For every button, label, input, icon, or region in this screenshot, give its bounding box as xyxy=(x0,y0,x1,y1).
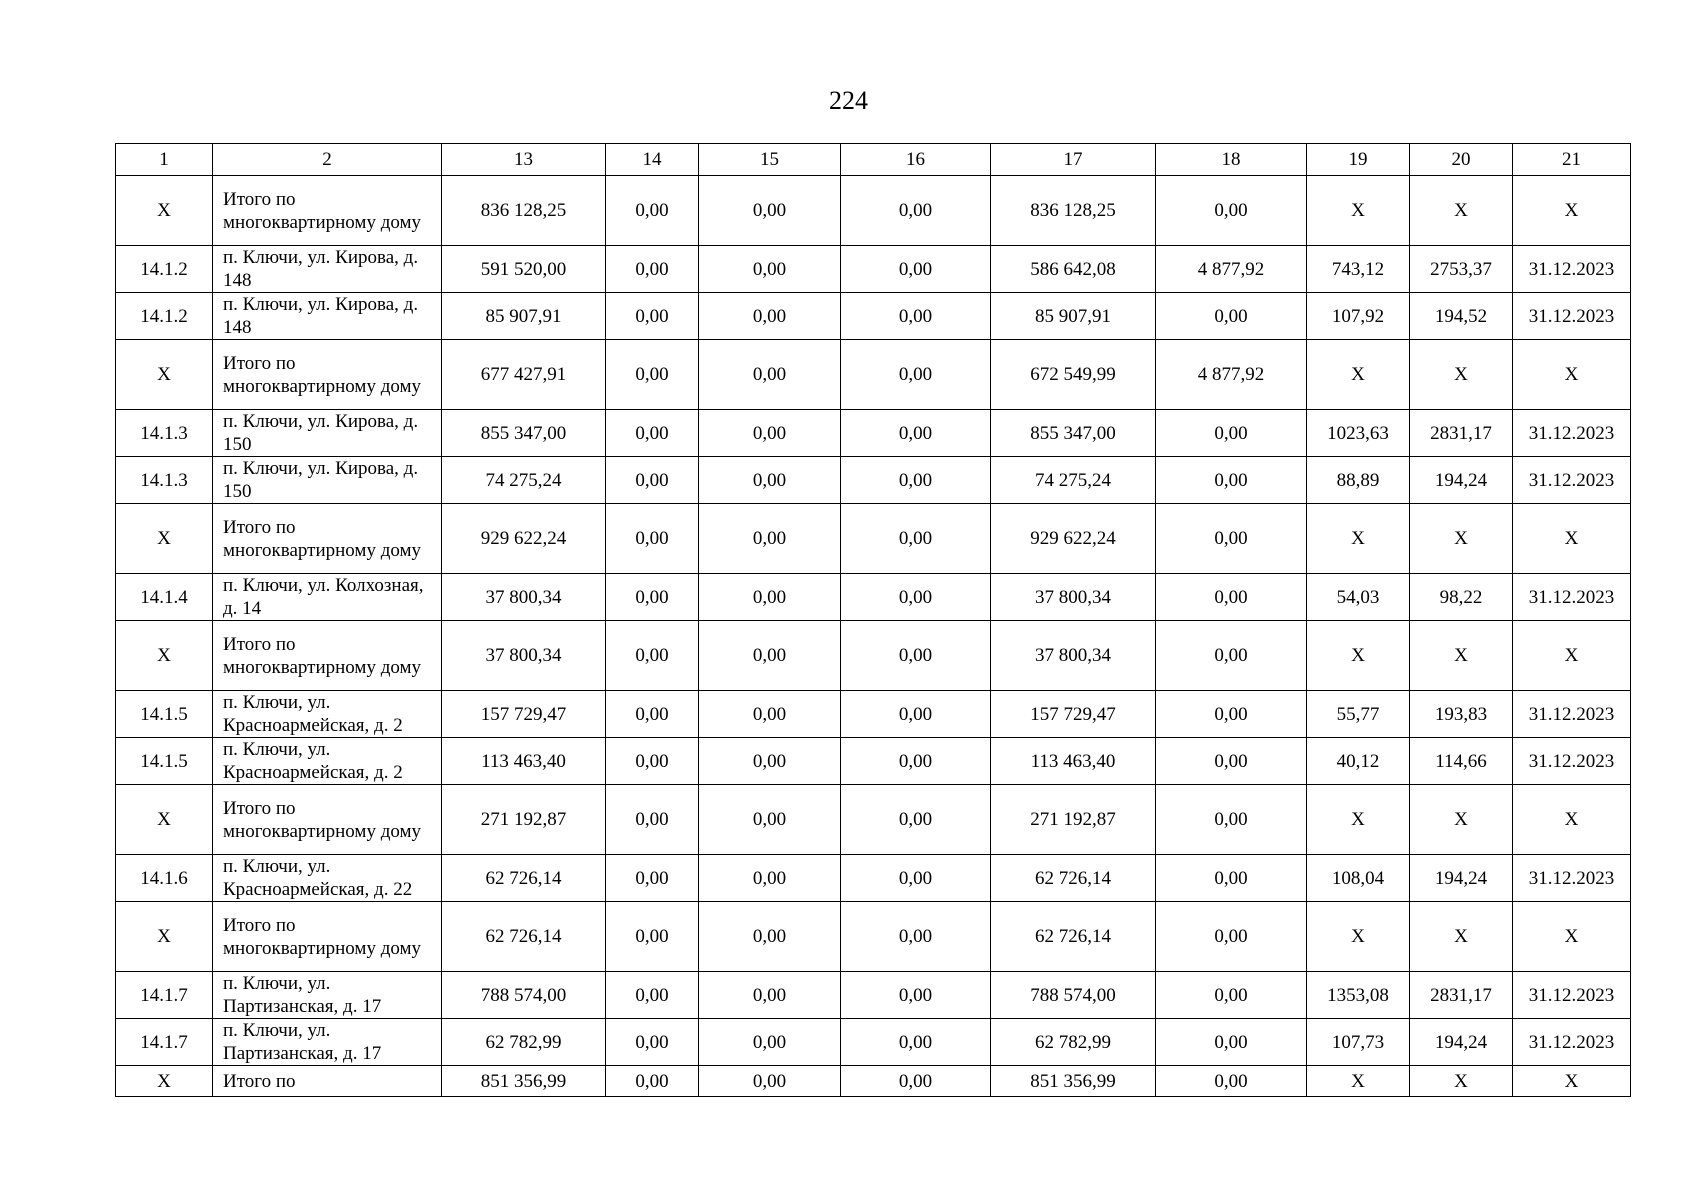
table-cell-col-19: 743,12 xyxy=(1307,246,1410,293)
table-row xyxy=(116,293,1631,340)
table-cell-col-13: 851 356,99 xyxy=(442,1066,606,1097)
column-header: 20 xyxy=(1410,144,1513,176)
table-cell-col-16: 0,00 xyxy=(841,738,991,785)
table-cell-col-2 xyxy=(213,574,442,621)
table-row xyxy=(116,504,1631,574)
table-cell-col-19: X xyxy=(1307,176,1410,246)
table-cell-col-2 xyxy=(213,621,442,691)
table-cell-col-18: 0,00 xyxy=(1156,504,1307,574)
table-row xyxy=(116,410,1631,457)
table-cell-col-20: 2831,17 xyxy=(1410,410,1513,457)
table-cell-col-16: 0,00 xyxy=(841,340,991,410)
table-cell-col-13: 37 800,34 xyxy=(442,621,606,691)
table-cell-col-2 xyxy=(213,785,442,855)
table-cell-col-15: 0,00 xyxy=(699,574,841,621)
table-row xyxy=(116,691,1631,738)
table-cell-col-20: X xyxy=(1410,504,1513,574)
table-cell-col-13: 37 800,34 xyxy=(442,574,606,621)
table-cell-col-14: 0,00 xyxy=(606,738,699,785)
table-cell-col-18: 0,00 xyxy=(1156,785,1307,855)
table-cell-col-18: 0,00 xyxy=(1156,855,1307,902)
table-cell-col-1: 14.1.6 xyxy=(116,855,213,902)
table-cell-col-1: 14.1.3 xyxy=(116,457,213,504)
address-text: Итого по многоквартирному дому xyxy=(223,633,422,678)
table-cell-col-21: 31.12.2023 xyxy=(1513,738,1631,785)
table-cell-col-15: 0,00 xyxy=(699,621,841,691)
table-cell-col-2 xyxy=(213,340,442,410)
address-text: п. Ключи, ул. Кирова, д. 150 xyxy=(223,458,419,502)
table-cell-col-21: X xyxy=(1513,621,1631,691)
table-cell-col-17: 929 622,24 xyxy=(991,504,1156,574)
table-cell-col-14: 0,00 xyxy=(606,1019,699,1066)
table-cell-col-13: 62 726,14 xyxy=(442,855,606,902)
table-cell-col-21: X xyxy=(1513,902,1631,972)
column-header: 14 xyxy=(606,144,699,176)
table-cell-col-14: 0,00 xyxy=(606,246,699,293)
column-header: 15 xyxy=(699,144,841,176)
table-cell-col-17: 74 275,24 xyxy=(991,457,1156,504)
table-cell-col-20: 194,52 xyxy=(1410,293,1513,340)
table-cell-col-13: 74 275,24 xyxy=(442,457,606,504)
table-cell-col-13: 929 622,24 xyxy=(442,504,606,574)
table-cell-col-16: 0,00 xyxy=(841,246,991,293)
table-cell-col-20: X xyxy=(1410,176,1513,246)
table-row xyxy=(116,246,1631,293)
table-cell-col-20: X xyxy=(1410,902,1513,972)
table-cell-col-14: 0,00 xyxy=(606,691,699,738)
table-cell-col-15: 0,00 xyxy=(699,176,841,246)
table-cell-col-20: X xyxy=(1410,340,1513,410)
table-cell-col-13: 271 192,87 xyxy=(442,785,606,855)
table-cell-col-20: 194,24 xyxy=(1410,1019,1513,1066)
table-cell-col-17: 113 463,40 xyxy=(991,738,1156,785)
table-cell-col-17: 672 549,99 xyxy=(991,340,1156,410)
address-text: Итого по многоквартирному дому xyxy=(223,516,422,561)
table-cell-col-21: 31.12.2023 xyxy=(1513,855,1631,902)
table-cell-col-2 xyxy=(213,293,442,340)
table-cell-col-15: 0,00 xyxy=(699,785,841,855)
column-header: 13 xyxy=(442,144,606,176)
table-cell-col-17: 37 800,34 xyxy=(991,574,1156,621)
table-cell-col-1: X xyxy=(116,902,213,972)
table-cell-col-20: X xyxy=(1410,1066,1513,1097)
table-cell-col-21: X xyxy=(1513,340,1631,410)
table-cell-col-1: 14.1.7 xyxy=(116,1019,213,1066)
table-cell-col-1: X xyxy=(116,176,213,246)
table-cell-col-16: 0,00 xyxy=(841,855,991,902)
table-cell-col-16: 0,00 xyxy=(841,621,991,691)
table-cell-col-2 xyxy=(213,691,442,738)
column-header: 18 xyxy=(1156,144,1307,176)
table-cell-col-15: 0,00 xyxy=(699,855,841,902)
table-cell-col-18: 0,00 xyxy=(1156,902,1307,972)
table-cell-col-21: X xyxy=(1513,1066,1631,1097)
table-cell-col-16: 0,00 xyxy=(841,785,991,855)
table-cell-col-13: 677 427,91 xyxy=(442,340,606,410)
table-row xyxy=(116,621,1631,691)
table-cell-col-2 xyxy=(213,1019,442,1066)
address-text: п. Ключи, ул. Красноармейская, д. 2 xyxy=(223,739,403,783)
table-cell-col-14: 0,00 xyxy=(606,457,699,504)
table-row xyxy=(116,340,1631,410)
table-cell-col-16: 0,00 xyxy=(841,457,991,504)
table-cell-col-17: 271 192,87 xyxy=(991,785,1156,855)
table-cell-col-2 xyxy=(213,504,442,574)
table-cell-col-21: X xyxy=(1513,785,1631,855)
table-cell-col-18: 0,00 xyxy=(1156,1066,1307,1097)
table-cell-col-19: 107,73 xyxy=(1307,1019,1410,1066)
data-table xyxy=(115,143,1631,1097)
table-cell-col-19: X xyxy=(1307,504,1410,574)
column-header: 19 xyxy=(1307,144,1410,176)
table-cell-col-13: 62 726,14 xyxy=(442,902,606,972)
table-cell-col-21: X xyxy=(1513,176,1631,246)
page-number: 224 xyxy=(829,86,868,115)
table-cell-col-1: 14.1.4 xyxy=(116,574,213,621)
table-cell-col-18: 0,00 xyxy=(1156,972,1307,1019)
table-cell-col-13: 85 907,91 xyxy=(442,293,606,340)
table-cell-col-15: 0,00 xyxy=(699,738,841,785)
table-cell-col-13: 62 782,99 xyxy=(442,1019,606,1066)
table-cell-col-18: 0,00 xyxy=(1156,457,1307,504)
table-cell-col-16: 0,00 xyxy=(841,293,991,340)
table-cell-col-16: 0,00 xyxy=(841,691,991,738)
table-cell-col-19: 1023,63 xyxy=(1307,410,1410,457)
table-cell-col-1: 14.1.2 xyxy=(116,246,213,293)
address-text: п. Ключи, ул. Кирова, д. 148 xyxy=(223,294,419,338)
table-cell-col-19: 88,89 xyxy=(1307,457,1410,504)
address-text: п. Ключи, ул. Кирова, д. 148 xyxy=(223,247,419,291)
table-cell-col-1: X xyxy=(116,504,213,574)
table-cell-col-14: 0,00 xyxy=(606,410,699,457)
table-cell-col-18: 0,00 xyxy=(1156,574,1307,621)
address-text: Итого по многоквартирному дому xyxy=(223,797,422,842)
table-cell-col-2 xyxy=(213,972,442,1019)
table-cell-col-18: 0,00 xyxy=(1156,410,1307,457)
table-cell-col-20: 2831,17 xyxy=(1410,972,1513,1019)
table-cell-col-13: 836 128,25 xyxy=(442,176,606,246)
address-text: п. Ключи, ул. Партизанская, д. 17 xyxy=(223,973,382,1017)
table-cell-col-13: 855 347,00 xyxy=(442,410,606,457)
table-cell-col-14: 0,00 xyxy=(606,855,699,902)
table-cell-col-21: 31.12.2023 xyxy=(1513,691,1631,738)
table-cell-col-19: X xyxy=(1307,340,1410,410)
table-cell-col-18: 4 877,92 xyxy=(1156,340,1307,410)
table-row xyxy=(116,738,1631,785)
table-cell-col-21: X xyxy=(1513,504,1631,574)
column-header: 16 xyxy=(841,144,991,176)
table-cell-col-17: 62 782,99 xyxy=(991,1019,1156,1066)
table-cell-col-15: 0,00 xyxy=(699,457,841,504)
column-header: 2 xyxy=(213,144,442,176)
address-text: Итого по многоквартирному дому xyxy=(223,188,422,233)
table-cell-col-17: 157 729,47 xyxy=(991,691,1156,738)
table-cell-col-14: 0,00 xyxy=(606,176,699,246)
table-cell-col-19: X xyxy=(1307,785,1410,855)
address-text: п. Ключи, ул. Партизанская, д. 17 xyxy=(223,1020,382,1064)
table-row xyxy=(116,176,1631,246)
table-cell-col-15: 0,00 xyxy=(699,246,841,293)
table-cell-col-15: 0,00 xyxy=(699,902,841,972)
table-cell-col-16: 0,00 xyxy=(841,1066,991,1097)
table-cell-col-2 xyxy=(213,457,442,504)
table-cell-col-21: 31.12.2023 xyxy=(1513,457,1631,504)
table-cell-col-1: 14.1.7 xyxy=(116,972,213,1019)
table-cell-col-16: 0,00 xyxy=(841,972,991,1019)
table-cell-col-14: 0,00 xyxy=(606,621,699,691)
column-header: 1 xyxy=(116,144,213,176)
table-cell-col-20: 194,24 xyxy=(1410,855,1513,902)
table-cell-col-2 xyxy=(213,738,442,785)
address-text: Итого по xyxy=(223,1070,296,1092)
table-cell-col-13: 788 574,00 xyxy=(442,972,606,1019)
table-cell-col-13: 113 463,40 xyxy=(442,738,606,785)
table-cell-col-17: 62 726,14 xyxy=(991,902,1156,972)
table-cell-col-17: 851 356,99 xyxy=(991,1066,1156,1097)
table-cell-col-21: 31.12.2023 xyxy=(1513,1019,1631,1066)
address-text: п. Ключи, ул. Красноармейская, д. 22 xyxy=(223,856,413,900)
table-cell-col-14: 0,00 xyxy=(606,785,699,855)
table-cell-col-19: X xyxy=(1307,902,1410,972)
table-cell-col-2 xyxy=(213,1066,442,1097)
address-text: п. Ключи, ул. Колхозная, д. 14 xyxy=(223,575,424,619)
table-cell-col-2 xyxy=(213,855,442,902)
address-text: п. Ключи, ул. Кирова, д. 150 xyxy=(223,411,419,455)
table-cell-col-17: 855 347,00 xyxy=(991,410,1156,457)
table-cell-col-20: 114,66 xyxy=(1410,738,1513,785)
table-cell-col-2 xyxy=(213,176,442,246)
table-cell-col-21: 31.12.2023 xyxy=(1513,972,1631,1019)
table-cell-col-14: 0,00 xyxy=(606,574,699,621)
column-header: 21 xyxy=(1513,144,1631,176)
table-row xyxy=(116,902,1631,972)
table-cell-col-14: 0,00 xyxy=(606,902,699,972)
table-cell-col-1: X xyxy=(116,785,213,855)
table-row xyxy=(116,1019,1631,1066)
table-cell-col-19: 55,77 xyxy=(1307,691,1410,738)
table-cell-col-19: 40,12 xyxy=(1307,738,1410,785)
table-cell-col-21: 31.12.2023 xyxy=(1513,293,1631,340)
table-cell-col-15: 0,00 xyxy=(699,410,841,457)
table-header-row xyxy=(116,144,1631,176)
table-cell-col-15: 0,00 xyxy=(699,691,841,738)
table-cell-col-1: X xyxy=(116,340,213,410)
table-cell-col-15: 0,00 xyxy=(699,1066,841,1097)
table-cell-col-15: 0,00 xyxy=(699,1019,841,1066)
table-cell-col-21: 31.12.2023 xyxy=(1513,574,1631,621)
table-cell-col-14: 0,00 xyxy=(606,504,699,574)
table-cell-col-19: 54,03 xyxy=(1307,574,1410,621)
table-cell-col-19: 108,04 xyxy=(1307,855,1410,902)
table-cell-col-1: 14.1.2 xyxy=(116,293,213,340)
table-cell-col-19: X xyxy=(1307,1066,1410,1097)
table-cell-col-18: 0,00 xyxy=(1156,1019,1307,1066)
table-cell-col-20: X xyxy=(1410,785,1513,855)
table-cell-col-1: X xyxy=(116,621,213,691)
table-cell-col-14: 0,00 xyxy=(606,1066,699,1097)
table-cell-col-17: 37 800,34 xyxy=(991,621,1156,691)
table-cell-col-18: 4 877,92 xyxy=(1156,246,1307,293)
table-cell-col-13: 157 729,47 xyxy=(442,691,606,738)
table-row xyxy=(116,972,1631,1019)
table-cell-col-20: 194,24 xyxy=(1410,457,1513,504)
table-cell-col-16: 0,00 xyxy=(841,1019,991,1066)
table-cell-col-1: 14.1.5 xyxy=(116,738,213,785)
table-cell-col-14: 0,00 xyxy=(606,340,699,410)
table-cell-col-17: 788 574,00 xyxy=(991,972,1156,1019)
table-cell-col-16: 0,00 xyxy=(841,176,991,246)
table-cell-col-2 xyxy=(213,246,442,293)
table-cell-col-18: 0,00 xyxy=(1156,293,1307,340)
table-cell-col-16: 0,00 xyxy=(841,902,991,972)
table-cell-col-17: 586 642,08 xyxy=(991,246,1156,293)
table-cell-col-1: 14.1.3 xyxy=(116,410,213,457)
table-row xyxy=(116,855,1631,902)
table-cell-col-18: 0,00 xyxy=(1156,621,1307,691)
address-text: п. Ключи, ул. Красноармейская, д. 2 xyxy=(223,692,403,736)
address-text: Итого по многоквартирному дому xyxy=(223,352,422,397)
table-cell-col-21: 31.12.2023 xyxy=(1513,246,1631,293)
address-text: Итого по многоквартирному дому xyxy=(223,914,422,959)
table-cell-col-20: 193,83 xyxy=(1410,691,1513,738)
table-cell-col-16: 0,00 xyxy=(841,504,991,574)
table-cell-col-19: 107,92 xyxy=(1307,293,1410,340)
table-cell-col-20: 98,22 xyxy=(1410,574,1513,621)
table-cell-col-17: 85 907,91 xyxy=(991,293,1156,340)
table-cell-col-15: 0,00 xyxy=(699,340,841,410)
table-cell-col-21: 31.12.2023 xyxy=(1513,410,1631,457)
table-cell-col-1: 14.1.5 xyxy=(116,691,213,738)
column-header: 17 xyxy=(991,144,1156,176)
table-cell-col-20: X xyxy=(1410,621,1513,691)
table-cell-col-16: 0,00 xyxy=(841,574,991,621)
table-cell-col-15: 0,00 xyxy=(699,504,841,574)
table-cell-col-17: 62 726,14 xyxy=(991,855,1156,902)
table-cell-col-2 xyxy=(213,410,442,457)
table-cell-col-17: 836 128,25 xyxy=(991,176,1156,246)
table-row xyxy=(116,457,1631,504)
table-cell-col-15: 0,00 xyxy=(699,972,841,1019)
table-cell-col-2 xyxy=(213,902,442,972)
table-cell-col-20: 2753,37 xyxy=(1410,246,1513,293)
table-cell-col-14: 0,00 xyxy=(606,972,699,1019)
table-cell-col-19: 1353,08 xyxy=(1307,972,1410,1019)
table-cell-col-15: 0,00 xyxy=(699,293,841,340)
table-row xyxy=(116,785,1631,855)
table-row xyxy=(116,1066,1631,1097)
table-cell-col-13: 591 520,00 xyxy=(442,246,606,293)
table-cell-col-1: X xyxy=(116,1066,213,1097)
table-cell-col-19: X xyxy=(1307,621,1410,691)
table-cell-col-18: 0,00 xyxy=(1156,738,1307,785)
table-cell-col-16: 0,00 xyxy=(841,410,991,457)
table-row xyxy=(116,574,1631,621)
table-cell-col-14: 0,00 xyxy=(606,293,699,340)
table-cell-col-18: 0,00 xyxy=(1156,691,1307,738)
table-cell-col-18: 0,00 xyxy=(1156,176,1307,246)
